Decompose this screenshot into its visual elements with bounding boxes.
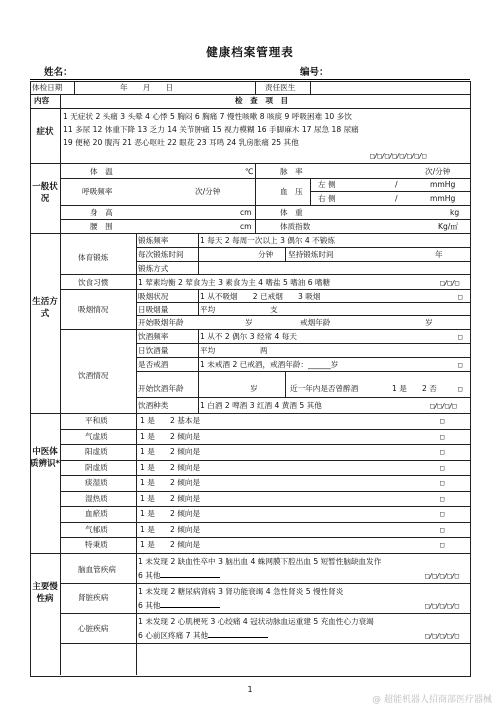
exercise-min-unit: 分钟: [258, 250, 274, 259]
exercise-freq-options[interactable]: 1 每天 2 每周一次以上 3 偶尔 4 不锻炼: [200, 236, 335, 245]
waist-label: 腰 围: [90, 222, 113, 231]
page-number: 1: [247, 685, 253, 694]
bp-left-unit: mmHg: [430, 180, 456, 189]
bp-right-slash: /: [395, 194, 398, 203]
bmi-unit: Kg/㎡: [438, 222, 458, 231]
waist-unit: cm: [240, 222, 252, 231]
pulse-unit: 次/分钟: [425, 167, 451, 176]
kidney-disease-other[interactable]: 6 其他: [138, 601, 220, 611]
tcm-type-label: 平和质: [85, 416, 108, 425]
diet-label: 饮食习惯: [78, 278, 109, 287]
drink-start-unit: 岁: [250, 384, 258, 393]
exercise-years-label: 坚持锻炼时间: [288, 250, 334, 259]
resp-label: 呼吸频率: [82, 187, 113, 196]
tcm-type-label: 痰湿质: [85, 478, 108, 487]
tcm-type-options[interactable]: 1 是 2 倾向是: [140, 431, 201, 441]
brain-disease-options[interactable]: 1 未发现 2 缺血性卒中 3 脑出血 4 蛛网膜下腔出血 5 短暂性脑缺血发作: [138, 557, 382, 566]
tcm-type-label: 阴虚质: [85, 462, 108, 472]
tcm-type-options[interactable]: 1 是 2 基本是: [140, 416, 201, 425]
height-label: 身 高: [90, 208, 113, 217]
smoke-daily-unit: 支: [270, 305, 278, 314]
tcm-type-checkbox[interactable]: □: [440, 463, 444, 472]
temp-unit: ℃: [245, 167, 254, 176]
diet-options[interactable]: 1 荤素均衡 2 荤食为主 3 素食为主 4 嗜盐 5 嗜油 6 嗜糖: [138, 278, 331, 287]
tcm-type-options[interactable]: 1 是 2 倾向是: [140, 540, 201, 549]
temp-label: 体 温: [90, 167, 113, 176]
smoke-daily-label: 日吸烟量: [138, 305, 169, 314]
kidney-disease-options[interactable]: 1 未发现 2 糖尿病肾病 3 肾功能衰竭 4 急性肾炎 5 慢性肾炎: [138, 587, 344, 596]
tcm-type-label: 阳虚质: [85, 447, 108, 456]
kidney-disease-checkboxes[interactable]: □/□/□/□/□: [425, 602, 459, 610]
symptoms-line1[interactable]: 1 无症状 2 头痛 3 头晕 4 心悸 5 胸闷 6 胸痛 7 慢性咳嗽 8 咳痰 9 呼吸困难 10 多饮: [63, 112, 352, 121]
smoke-label: 吸烟情况: [78, 305, 109, 314]
drink-type-options[interactable]: 1 白酒 2 啤酒 3 红酒 4 黄酒 5 其他: [200, 401, 322, 410]
tcm-type-options[interactable]: 1 是 2 倾向是: [140, 524, 201, 534]
bp-right-label: 右 侧: [318, 194, 336, 203]
symptoms-checkboxes[interactable]: □/□/□/□/□/□/□/□: [370, 152, 426, 160]
drink-freq-label: 饮酒频率: [138, 332, 169, 341]
heart-disease-checkboxes[interactable]: □/□/□/□/□: [425, 632, 459, 640]
tcm-type-options[interactable]: 1 是 2 倾向是: [140, 462, 201, 472]
drunk-checkbox[interactable]: □: [458, 385, 462, 393]
lifestyle-section: 生活方式: [32, 297, 58, 319]
tcm-type-checkbox[interactable]: □: [440, 494, 444, 503]
tcm-type-checkbox[interactable]: □: [440, 525, 444, 534]
symptoms-line2[interactable]: 11 多尿 12 体重下降 13 乏力 14 关节肿痛 15 视力模糊 16 手脚麻木 17 尿急 18 尿痛: [63, 125, 359, 134]
drink-daily-label: 日饮酒量: [138, 346, 169, 355]
drink-type-checkboxes[interactable]: □/□/□/□: [430, 402, 457, 410]
smoke-quit-unit: 岁: [425, 318, 433, 327]
exercise-type-label: 锻炼方式: [138, 264, 169, 273]
brain-disease-checkboxes[interactable]: □/□/□/□/□: [425, 572, 459, 580]
drink-daily-unit: 两: [260, 346, 268, 355]
resp-unit: 次/分钟: [195, 187, 221, 196]
heart-disease-other[interactable]: 6 心前区疼痛 7 其他: [138, 631, 268, 641]
tcm-type-options[interactable]: 1 是 2 倾向是: [140, 493, 201, 503]
drunk-label: 近一年内是否曾醉酒: [290, 384, 359, 393]
tcm-type-checkbox[interactable]: □: [440, 510, 444, 518]
tcm-type-options[interactable]: 1 是 2 倾向是: [140, 478, 201, 487]
exam-date-label: 体检日期: [32, 83, 63, 92]
bmi-label: 体质指数: [280, 222, 311, 231]
pulse-label: 脉 率: [280, 167, 303, 176]
exercise-freq-label: 锻炼频率: [138, 236, 169, 245]
drink-quit-checkbox[interactable]: □: [458, 361, 462, 369]
tcm-type-checkbox[interactable]: □: [440, 541, 444, 549]
drink-label: 饮酒情况: [78, 371, 109, 380]
drunk-no[interactable]: 2 否: [422, 384, 437, 393]
bp-left-label: 左 侧: [318, 180, 336, 189]
doctor-label: 责任医生: [265, 83, 296, 92]
exercise-years-unit: 年: [435, 250, 443, 259]
exam-date-field[interactable]: 年 月 日: [120, 83, 174, 92]
form-title: 健康档案管理表: [206, 45, 294, 59]
symptoms-section: 症状: [36, 127, 54, 137]
drink-freq-options[interactable]: 1 从不 2 偶尔 3 经常 4 每天: [200, 332, 297, 341]
general-section: 一般状况: [32, 182, 58, 204]
tcm-type-options[interactable]: 1 是 2 倾向是: [140, 509, 201, 518]
diet-checkboxes[interactable]: □/□/□: [440, 279, 459, 287]
smoke-quit-label: 戒烟年龄: [300, 318, 331, 327]
weight-label: 体 重: [280, 208, 303, 217]
tcm-type-label: 气郁质: [85, 524, 108, 534]
disease-section: 主要慢性病: [32, 582, 58, 604]
drink-daily-avg: 平均: [200, 346, 216, 355]
tcm-type-options[interactable]: 1 是 2 倾向是: [140, 447, 201, 456]
heart-disease-label: 心脏疾病: [78, 624, 109, 633]
height-unit: cm: [240, 208, 252, 217]
items-label: 检 查 项 目: [235, 96, 289, 105]
brain-disease-label: 脑血管疾病: [78, 565, 116, 574]
brain-disease-other[interactable]: 6 其他: [138, 571, 220, 581]
tcm-type-label: 特秉质: [85, 540, 108, 549]
smoke-status-checkbox[interactable]: □: [458, 293, 462, 301]
id-label: 编号：: [300, 67, 329, 78]
weight-unit: kg: [450, 208, 460, 217]
smoke-daily-avg: 平均: [200, 305, 216, 314]
heart-disease-options[interactable]: 1 未发现 2 心肌梗死 3 心绞痛 4 冠状动脉血运重建 5 充血性心力衰竭: [138, 617, 374, 626]
smoke-status-options[interactable]: 1 从不吸烟 2 已戒烟 3 吸烟: [200, 292, 321, 301]
symptoms-line3[interactable]: 19 便秘 20 腹泻 21 恶心呕吐 22 眼花 23 耳鸣 24 乳房胀痛 25 其他: [63, 138, 299, 147]
tcm-type-checkbox[interactable]: □: [440, 417, 444, 425]
exercise-label: 体育锻炼: [78, 253, 109, 262]
bp-right-unit: mmHg: [430, 194, 456, 203]
name-id-bar: [30, 64, 470, 78]
tcm-type-label: 湿热质: [85, 493, 108, 503]
tcm-type-checkbox[interactable]: □: [440, 432, 444, 441]
drunk-yes[interactable]: 1 是: [392, 384, 407, 393]
drink-freq-checkbox[interactable]: □: [458, 333, 462, 341]
tcm-type-checkbox[interactable]: □: [440, 479, 444, 487]
smoke-status-label: 吸烟状况: [138, 292, 169, 301]
tcm-type-label: 血瘀质: [85, 509, 108, 518]
bp-label: 血 压: [280, 187, 303, 196]
watermark: @ 超能机器人招商部医疗器械: [372, 695, 492, 705]
smoke-start-unit: 岁: [245, 318, 253, 327]
name-label: 姓名：: [44, 67, 73, 78]
bp-left-slash: /: [395, 180, 398, 189]
drink-type-label: 饮酒种类: [138, 401, 169, 410]
drink-start-label: 开始饮酒年龄: [138, 384, 184, 393]
tcm-type-checkbox[interactable]: □: [440, 448, 444, 456]
drink-quit-options[interactable]: 1 未戒酒 2 已戒酒，戒酒年龄：______岁: [200, 360, 339, 369]
exercise-time-label: 每次锻炼时间: [138, 250, 184, 259]
kidney-disease-label: 肾脏疾病: [78, 593, 109, 602]
health-record-table: [30, 81, 470, 676]
smoke-start-label: 开始吸烟年龄: [138, 318, 184, 327]
drink-quit-label: 是否戒酒: [138, 360, 169, 369]
tcm-section: 中医体质辨识*: [30, 447, 60, 469]
tcm-type-label: 气虚质: [85, 431, 108, 441]
content-label: 内容: [34, 96, 50, 105]
